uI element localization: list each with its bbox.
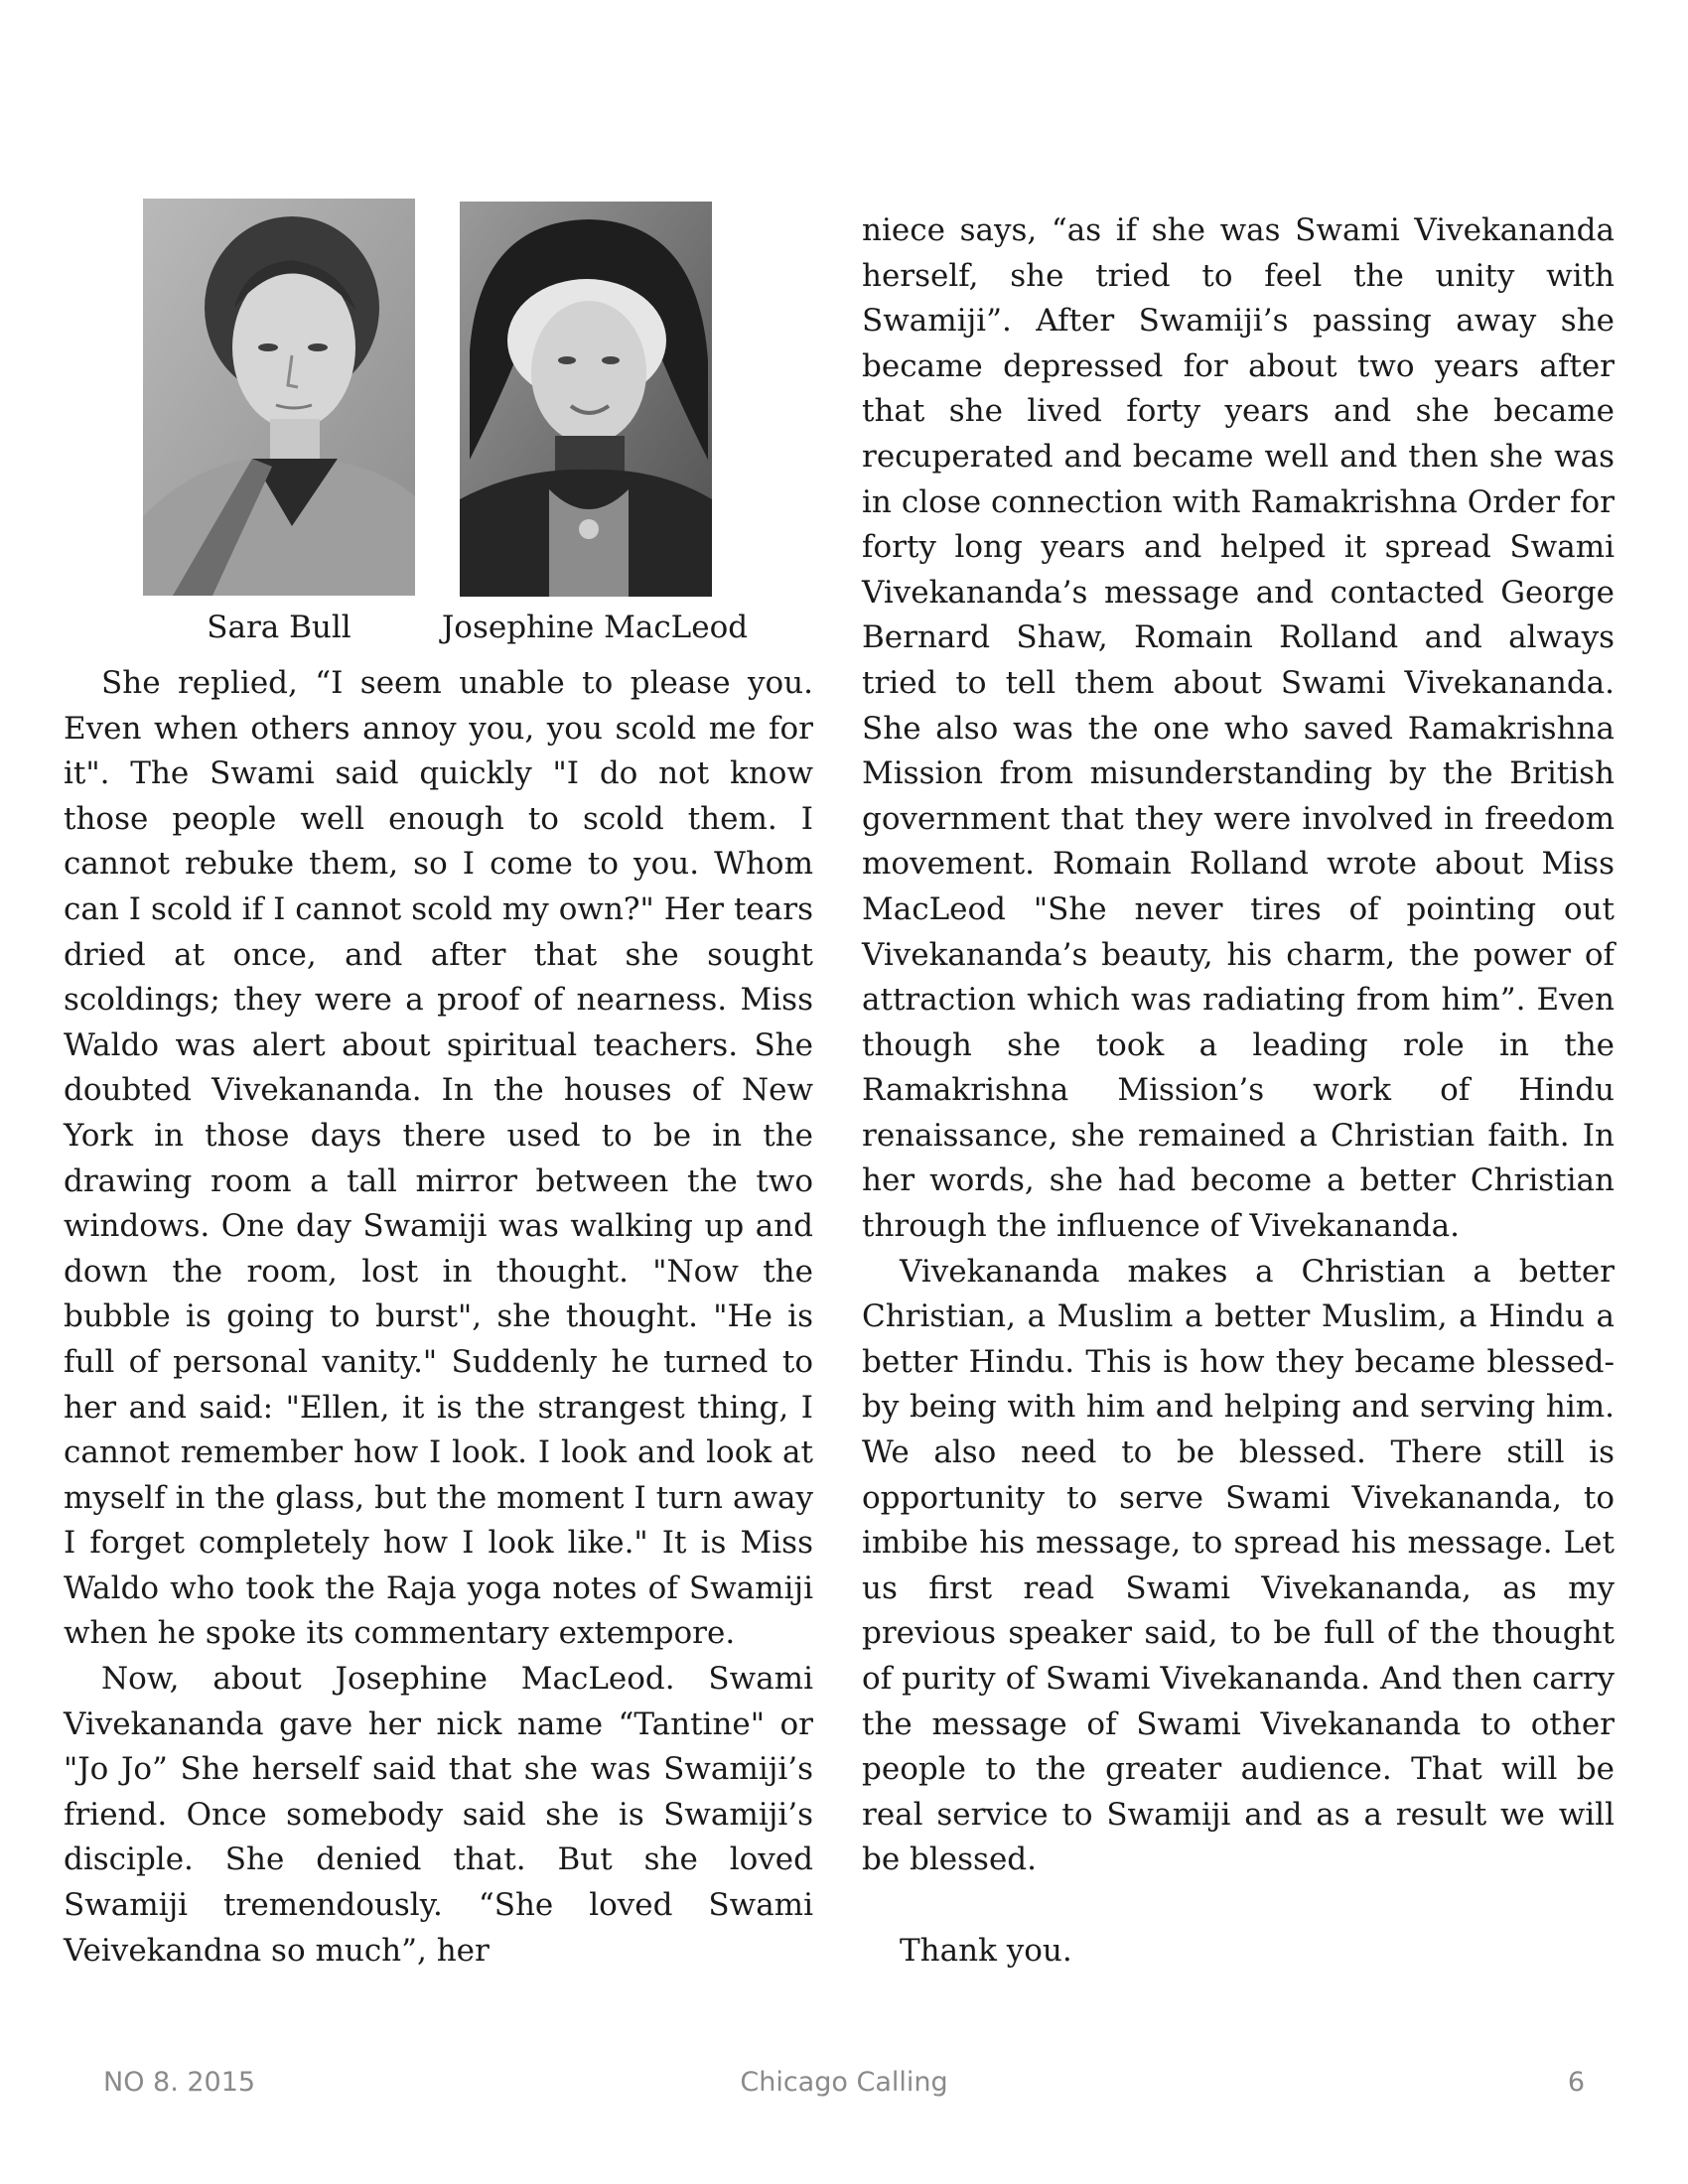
closing-line: Thank you. xyxy=(900,1932,1072,1969)
footer-issue: NO 8. 2015 xyxy=(103,2067,256,2098)
paragraph: niece says, “as if she was Swami Vivekananda herself, she tried to feel the unity with Swamiji”. After Swamiji’s passing away she became depressed for about two years after that she lived forty years and she became recuperated and became well and then she was in close connection with Ramakrishna Order for forty long years and helped it spread Swami Vivekananda’s message and contacted George Bernard Shaw, Romain Rolland and always tried to tell them about Swami Vivekananda. She also was the one who saved Ramakrishna Mission from misunderstanding by the British government that they were involved in freedom movement. Romain Rolland wrote about Miss MacLeod "She never tires of pointing out Vivekananda’s beauty, his charm, the power of attraction which was radiating from him”. Even though she took a leading role in the Ramakrishna Mission’s work of Hindu renaissance, she remained a Christian faith. In her words, she had become a better Christian through the influence of Vivekananda. xyxy=(862,212,1615,1245)
photo-josephine-macleod xyxy=(460,202,712,597)
portrait-image xyxy=(143,199,415,596)
portrait-image xyxy=(460,202,712,597)
paragraph: She replied, “I seem unable to please you. Even when others annoy you, you scold me for it". The Swami said quickly "I do not know those people well enough to scold them. I cannot rebuke them, so I come to you. Whom can I scold if I cannot scold my own?" Her tears dried at once, and after that she sought scoldings; they were a proof of nearness. Miss Waldo was alert about spiritual teachers. She doubted Vivekananda. In the houses of New York in those days there used to be in the drawing room a tall mirror between the two windows. One day Swamiji was walking up and down the room, lost in thought. "Now the bubble is going to burst", she thought. "He is full of personal vanity." Suddenly he turned to her and said: "Ellen, it is the strangest thing, I cannot remember how I look. I look and look at myself in the glass, but the moment I turn away I forget completely how I look like." It is Miss Waldo who took the Raja yoga notes of Swamiji when he spoke its commentary extempore. xyxy=(64,665,813,1652)
paragraph: Vivekananda makes a Christian a better Christian, a Muslim a better Muslim, a Hindu a better Hindu. This is how they became blessed- by being with him and helping and serving him. We also need to be blessed. There still is opportunity to serve Swami Vivekananda, to imbibe his message, to spread his message. Let us first read Swami Vivekananda, as my previous speaker said, to be full of the thought of purity of Swami Vivekananda. And then carry the message of Swami Vivekananda to other people to the greater audience. That will be real service to Swamiji and as a result we will be blessed. xyxy=(862,1253,1615,1878)
paragraph: Now, about Josephine MacLeod. Swami Vivekananda gave her nick name “Tantine" or "Jo Jo” She herself said that she was Swamiji’s friend. Once somebody said she is Swamiji’s disciple. She denied that. But she loved Swamiji tremendously. “She loved Swami Veivekandna so much”, her xyxy=(64,1661,813,1969)
photo-sara-bull xyxy=(143,199,415,596)
footer-publication-title: Chicago Calling xyxy=(740,2067,948,2098)
caption-sara-bull: Sara Bull xyxy=(207,610,352,645)
footer-page-number: 6 xyxy=(1567,2067,1585,2098)
paragraph-gap xyxy=(862,1883,1615,1929)
caption-josephine-macleod: Josephine MacLeod xyxy=(441,610,749,645)
left-column xyxy=(64,661,813,1974)
right-column xyxy=(862,208,1615,1974)
